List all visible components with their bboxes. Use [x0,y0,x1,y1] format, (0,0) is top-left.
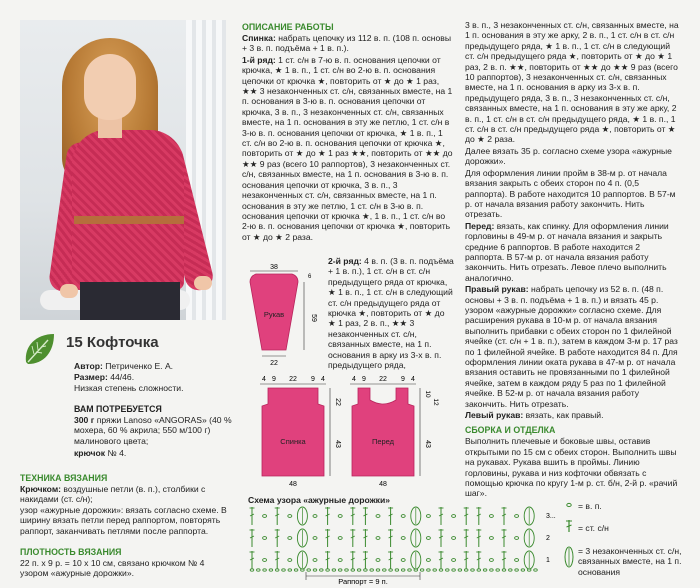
base-chain-mark [496,569,500,571]
base-chain-mark [439,569,443,571]
base-chain-mark [338,569,342,571]
base-chain-mark [433,569,437,571]
base-chain-mark [326,569,330,571]
sleeve-label: Рукав [263,310,285,319]
sleeve-top-value: 38 [270,264,278,271]
materials-hook [74,448,234,458]
back-diagram [256,372,346,490]
belt [74,216,184,224]
row1-label: 1-й ряд: [242,54,276,65]
left-sleeve-body: вязать, как правый. [523,410,604,421]
base-chain-mark [502,569,506,571]
chain-mark [376,559,380,562]
repeat-label: Раппорт = 9 п. [338,577,388,586]
size-label: Размер: [74,372,108,382]
model-photo [20,20,226,320]
base-chain-mark [527,569,531,571]
chain-mark [288,537,292,540]
base-chain-mark [483,569,487,571]
base-chain-mark [351,569,355,571]
chain-mark [401,515,405,518]
description-column [242,22,454,243]
base-chain-mark [452,569,456,571]
front-shape [352,388,414,476]
right-hand [194,276,212,290]
pants [80,282,180,320]
back-shape [262,388,324,476]
sleeve-diagram [242,262,322,372]
materials-heading: ВАМ ПОТРЕБУЕТСЯ [74,404,162,414]
base-chain-mark [420,569,424,571]
chain-mark [338,515,342,518]
face [84,54,136,120]
sleeve-height-value: 59 [310,314,317,322]
density-heading: ПЛОТНОСТЬ ВЯЗАНИЯ [20,547,122,557]
base-chain-mark [464,569,468,571]
assembly-text: Выполнить плечевые и боковые швы, оставив открытыми по 15 см с обеих сторон. Выполнить швы на рукавах. Рукава вшить в проймы. Линию горловины, рукава и низ кофточки обвязать с помощью крючка по кругу 1-м р. ст. б/н, 2-й р. «рачий шаг». [465,436,678,499]
front-bottom-value: 48 [379,481,387,488]
base-chain-mark [515,569,519,571]
base-chain-mark [275,569,279,571]
row1-body: 1 ст. с/н в 7-ю в. п. основания цепочки от крючка, ★ 1 в. п., 1 ст. с/н во 2-ю в. п. основания цепочки от крючка ★, повторить от ★ до ★ 1 раз, ★★ 3 незаконченных ст. с/н, связанных вместе, на 1 п. основания в 3-ю в. п. основания цепочки от крючка, 3 в. п., 3 незаконченных ст. с/н, связанных вместе, на 1 п. основания в эту же петлю, 1 ст. с/н в 3-ю в. п. основания цепочки от крючка, ★ 1 в. п., 1 ст. с/н во 2-ю в. п. основания цепочки от крючка ★, повторить от ★ до ★ 1 раз ★★, повторить от ★★ до ★★ 9 раз (всего 10 раппортов), 3 незаконченных ст. с/н, связанных вместе, на 1 п. основания в 3-ю в. п. основания цепочки от крючка, 3 в. п., 3 незаконченных ст. с/н, связанных вместе, на 1 п. основания в эту же петлю, 1 ст. с/н в 3-ю в. п. основания цепочки от крючка ★, 1 в. п., 1 ст. с/н во 2-ю в. п. основания цепочки от крючка ★, повторить от ★ до ★ 2 раза. [242,54,453,242]
author-value: Петриченко Е. А. [105,361,174,371]
left-sleeve-text [465,410,680,420]
back-label: Спинка [280,437,306,446]
chain-mark [452,559,456,562]
back-top-a: 4 [262,376,266,383]
row2-label: 2-й ряд: [328,256,362,266]
difficulty: Низкая степень сложности. [74,383,184,393]
base-chain-mark [313,569,317,571]
scheme-marks [250,507,538,571]
continued-column [465,20,680,500]
base-chain-mark [490,569,494,571]
base-chain-mark [357,569,361,571]
chain-mark [401,559,405,562]
hook-label: крючок [74,448,106,458]
chain-mark [376,515,380,518]
base-chain-mark [307,569,311,571]
front-top-b: 9 [362,376,366,383]
chain-mark [313,537,317,540]
yarn-amount: 300 г [74,415,95,425]
chain-mark [489,559,493,562]
crochet-scheme [244,504,564,588]
hook-text: № 4. [105,448,127,458]
base-chain-mark [376,569,380,571]
chain-mark [426,515,430,518]
front-top-c: 22 [379,376,387,383]
base-chain-mark [282,569,286,571]
pink-sweater [72,130,184,290]
chain-mark [376,537,380,540]
chain-mark [452,537,456,540]
scheme-row-label-3: 3... [546,513,556,520]
chain-mark [515,537,519,540]
chain-mark [288,559,292,562]
assembly-heading: СБОРКА И ОТДЕЛКА [465,425,556,436]
chain-mark [515,559,519,562]
front-h1: 10 [424,390,431,398]
materials-yarn [74,415,234,446]
base-chain-mark [414,569,418,571]
back-bottom-value: 48 [289,481,297,488]
back-label: Спинка: [242,33,276,43]
back-h2: 43 [334,440,341,448]
base-chain-mark [263,569,267,571]
base-chain-mark [458,569,462,571]
base-chain-mark [294,569,298,571]
back-h1: 22 [334,398,341,406]
base-chain-mark [471,569,475,571]
base-chain-mark [320,569,324,571]
back-top-d: 9 [311,376,315,383]
front-text [465,221,680,283]
row2-body: 4 в. п. (3 в. п. подъёма + 1 в. п.), 1 ст. с/н в ст. с/н предыдущего ряда от крючка, ★ 1 в. п., 1 ст. с/н в следующий ст. с/н предыдущего ряда от крючка ★, повторить от ★ до ★ 1 раз, 2 в. п., ★★ 3 незаконченных ст. с/н, связанных вместе, на 1 п. основания в арку из 3-х в. п. предыдущего ряда, [328,256,454,371]
left-sleeve-label: Левый рукав: [465,410,524,421]
chain-mark [288,515,292,518]
base-chain-mark [301,569,305,571]
technique-hook-text: воздушные петли (в. п.), столбики с накидами (ст. с/н); [20,484,206,505]
front-top-d: 9 [401,376,405,383]
base-chain-mark [389,569,393,571]
right-sleeve-label: Правый рукав: [465,284,529,295]
chain-mark [313,559,317,562]
right-sleeve-body: набрать цепочку из 52 в. п. (48 п. основы + 3 в. п. подъёма + 1 в. п.) и вязать 45 р. узором «ажурные дорожки» согласно схеме. Для расширения рукава в 10-м р. от начала вязания выполнить прибавки с обеих сторон по 1 филейной ячейке (ст. с/н + 1 в. п.), затем в каждом 3-м р. 17 раз по 1 филейной ячейке. В работе находится 84 п. Для оформления линии оката рукава в 47-м р. от начала вязания оставить не провязанными по 1 филейной ячейке, затем в каждом ряду 5 раз по 1 филейной ячейке. В 52-м р. от начала вязания работу закончить. Нить отрезать. [465,284,678,409]
front-h2: 12 [432,398,439,406]
base-chain-mark [364,569,368,571]
author-line [74,361,234,371]
base-chain-mark [288,569,292,571]
density-text: 22 п. x 9 р. = 10 x 10 см, связано крючком № 4 узором «ажурные дорожки». [20,558,205,579]
base-chain-mark [257,569,261,571]
front-label-bold: Перед: [465,220,495,231]
author-label: Автор: [74,361,103,371]
chain-mark [452,515,456,518]
chain-mark [489,537,493,540]
sleeve-bottom-value: 22 [270,360,278,367]
base-chain-mark [370,569,374,571]
scheme-title: Схема узора «ажурные дорожки» [248,495,391,505]
legend-dc-text: = ст. с/н [578,523,609,533]
armholes-text: Для оформления линии пройм в 38-м р. от начала вязания закрыть с обеих сторон по 4 п. (0,5 раппорта). В работе находится 10 раппортов. В 57-м р. от начала вязания работу закончить. Нить отрезать. [465,167,676,220]
chain-mark [313,515,317,518]
base-chain-mark [383,569,387,571]
front-diagram [346,372,442,490]
base-chain-mark [345,569,349,571]
back-intro [242,33,454,54]
chain-mark [263,559,267,562]
legend-cluster-icon [562,544,576,570]
front-top-a: 4 [352,376,356,383]
base-chain-mark [427,569,431,571]
right-sleeve-text [465,284,680,409]
front-body: вязать, как спинку. Для оформления линии горловины в 49-м р. от начала вязания и закрыть средние 6 раппортов. В работе находится 2 раппорта. В 57-м р. от начала вязания работу закончить. Нить отрезать. Левое плечо выполнить аналогично. [465,220,669,283]
chain-mark [515,515,519,518]
row1-text [242,55,454,242]
base-chain-mark [269,569,273,571]
chain-mark [426,537,430,540]
base-chain-mark [477,569,481,571]
description-heading: ОПИСАНИЕ РАБОТЫ [242,22,334,32]
base-chain-mark [446,569,450,571]
row2-text [328,256,454,370]
technique-heading: ТЕХНИКА ВЯЗАНИЯ [20,473,108,483]
chain-mark [489,515,493,518]
base-chain-mark [332,569,336,571]
yarn-text: пряжи Lanoso «ANGORAS» (40 % мохера, 60 % акрила; 550 м/100 г) малинового цвета; [74,415,232,446]
legend-dc-icon [562,518,576,534]
front-top-e: 4 [411,376,415,383]
base-chain-mark [250,569,254,571]
legend-chain-icon [562,498,576,512]
base-chain-mark [521,569,525,571]
base-chain-mark [401,569,405,571]
leaf-icon [22,332,56,368]
technique-pattern: узор «ажурные дорожки»: вязать согласно схеме. В ширину вязать петли перед раппортом, повторять раппорт, заканчивать петлями после раппорта. [20,505,227,536]
base-chain-mark [509,569,513,571]
base-chain-mark [534,569,538,571]
base-chain-mark [395,569,399,571]
back-top-b: 9 [272,376,276,383]
chain-mark [401,537,405,540]
chain-mark [426,559,430,562]
article-title: 15 Кофточка [66,334,159,351]
chain-mark [263,515,267,518]
technique-hook [20,484,232,505]
chain-mark [263,537,267,540]
col3-continuation: 3 в. п., 3 незаконченных ст. с/н, связанных вместе, на 1 п. основания в эту же арку, 2 в. п., 1 ст. с/н в ст. с/н предыдущего ряда, ★ 1 в. п., 1 ст. с/н в следующий ст. с/н предыдущего ряда ★, повторить от ★ до ★ 1 раз, 2 в. п. ★★, повторить от ★★ до ★★ 9 раз (всего 10 раппортов), 3 незаконченных ст. с/н, связанных вместе, на 1 п. основания в арку из 3-х в. п. предыдущего ряда, 3 в. п., 3 незаконченных ст. с/н, связанных вместе, на 1 п. основания в эту же арку, 2 в. п., 1 ст. с/н в ст. с/н предыдущего ряда, ★ 1 в. п., 1 ст. с/н в ст. с/н предыдущего ряда ★, повторить от ★ до ★ 2 раза. [465,20,679,145]
base-chain-mark [408,569,412,571]
back-top-c: 22 [289,376,297,383]
sleeve-cap-value: 6 [308,274,312,280]
back-top-e: 4 [321,376,325,383]
scheme-row-label-2: 2 [546,535,550,542]
front-h3: 43 [424,440,431,448]
back-intro-text: набрать цепочку из 112 в. п. (108 п. основы + 3 в. п. подъёма + 1 в. п.). [242,33,452,54]
size-line [74,372,234,382]
legend-chain-text: = в. п. [578,501,602,511]
technique-hook-label: Крючком: [20,484,62,494]
legend-cluster-text: = 3 незаконченных ст. с/н, связанных вместе, на 1 п. основания [578,546,682,577]
scheme-row-label-1: 1 [546,557,550,564]
size-value: 44/46. [110,372,135,382]
left-hand [60,284,78,298]
further-rows: Далее вязать 35 р. согласно схеме узора «ажурные дорожки». [465,145,672,167]
chain-mark [338,537,342,540]
front-label: Перед [371,437,395,446]
chain-mark [338,559,342,562]
